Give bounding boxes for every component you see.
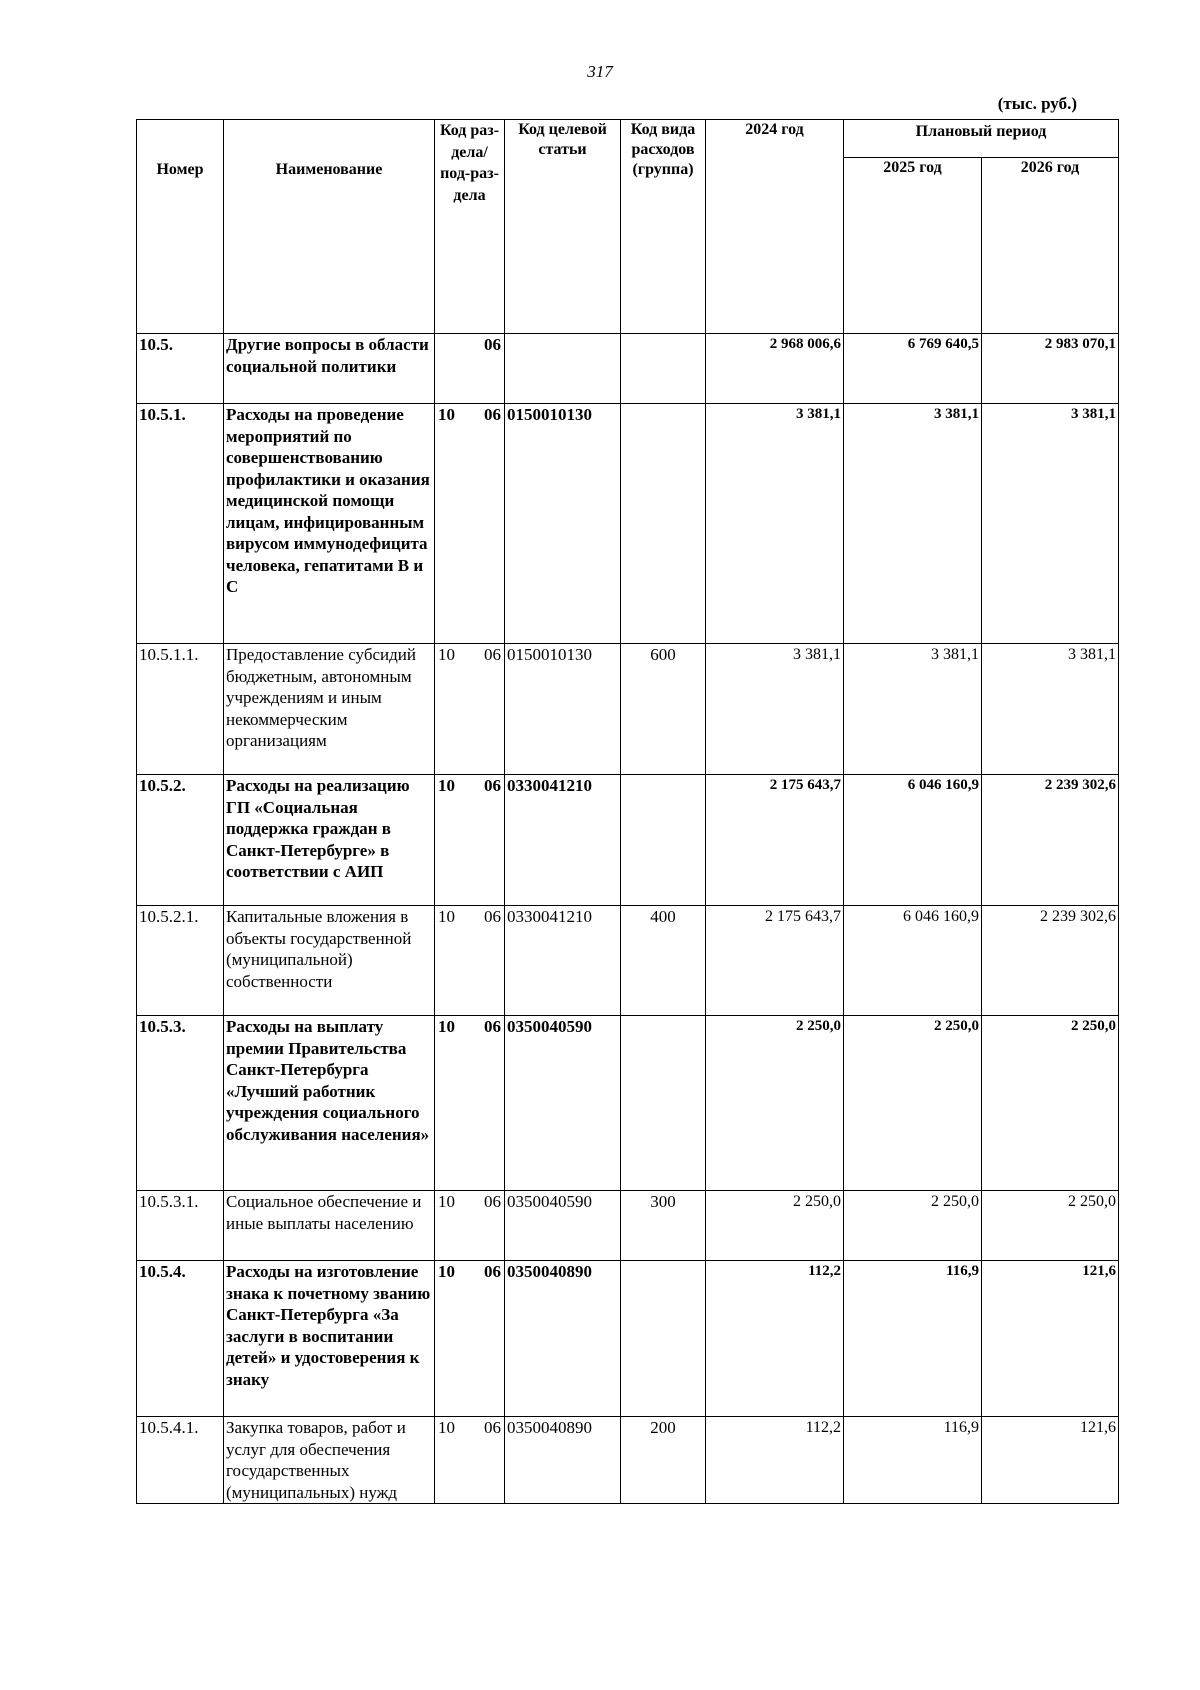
row-amount-2026: 2 250,0 bbox=[982, 1191, 1119, 1261]
units-label: (тыс. руб.) bbox=[997, 94, 1077, 113]
row-amount-2024: 2 175 643,7 bbox=[706, 775, 844, 906]
row-expense-type-code: 600 bbox=[621, 644, 706, 775]
section-code: 10 bbox=[438, 907, 455, 926]
budget-table bbox=[136, 119, 1119, 1504]
row-amount-2024: 2 250,0 bbox=[706, 1191, 844, 1261]
row-target-code bbox=[505, 334, 621, 404]
table-row bbox=[137, 775, 1119, 906]
row-amount-2025: 116,9 bbox=[844, 1417, 982, 1504]
row-expense-type-code: 300 bbox=[621, 1191, 706, 1261]
header-year-2025: 2025 год bbox=[844, 158, 982, 334]
row-target-code: 0350040590 bbox=[505, 1191, 621, 1261]
subsection-code: 06 bbox=[484, 645, 501, 664]
header-number: Номер bbox=[137, 120, 224, 334]
row-target-code: 0150010130 bbox=[505, 644, 621, 775]
row-number: 10.5.2. bbox=[137, 775, 224, 906]
row-target-code: 0350040890 bbox=[505, 1417, 621, 1504]
row-amount-2024: 2 968 006,6 bbox=[706, 334, 844, 404]
row-target-code: 0330041210 bbox=[505, 775, 621, 906]
row-amount-2025: 116,9 bbox=[844, 1261, 982, 1417]
row-amount-2026: 2 983 070,1 bbox=[982, 334, 1119, 404]
table-row bbox=[137, 906, 1119, 1016]
header-year-2026: 2026 год bbox=[982, 158, 1119, 334]
row-number: 10.5.3. bbox=[137, 1016, 224, 1191]
header-year-2024: 2024 год bbox=[706, 120, 844, 334]
row-expense-type-code: 400 bbox=[621, 906, 706, 1016]
page-number: 317 bbox=[587, 62, 613, 81]
table-row bbox=[137, 1261, 1119, 1417]
row-amount-2025: 3 381,1 bbox=[844, 644, 982, 775]
row-name: Другие вопросы в области социальной политики bbox=[224, 334, 435, 404]
table-row bbox=[137, 644, 1119, 775]
row-expense-type-code bbox=[621, 1261, 706, 1417]
header-planned-period: Плановый период bbox=[844, 120, 1119, 158]
row-number: 10.5.1.1. bbox=[137, 644, 224, 775]
row-amount-2026: 3 381,1 bbox=[982, 644, 1119, 775]
table-row bbox=[137, 404, 1119, 644]
subsection-code: 06 bbox=[484, 776, 501, 795]
section-code: 10 bbox=[438, 776, 455, 795]
row-amount-2026: 2 239 302,6 bbox=[982, 906, 1119, 1016]
table-row bbox=[137, 1016, 1119, 1191]
section-code: 10 bbox=[438, 405, 455, 424]
header-section-code: Код раз-дела/ под-раз-дела bbox=[435, 120, 505, 334]
row-name: Расходы на выплату премии Правительства Санкт-Петербурга «Лучший работник учреждения социального обслуживания населения» bbox=[224, 1016, 435, 1191]
row-expense-type-code bbox=[621, 775, 706, 906]
row-name: Закупка товаров, работ и услуг для обеспечения государственных (муниципальных) нужд bbox=[224, 1417, 435, 1504]
row-target-code: 0330041210 bbox=[505, 906, 621, 1016]
section-code: 10 bbox=[438, 1017, 455, 1036]
row-number: 10.5.4. bbox=[137, 1261, 224, 1417]
row-section-code bbox=[435, 334, 505, 404]
row-name: Социальное обеспечение и иные выплаты населению bbox=[224, 1191, 435, 1261]
row-amount-2024: 2 250,0 bbox=[706, 1016, 844, 1191]
section-code: 10 bbox=[438, 645, 455, 664]
row-amount-2025: 3 381,1 bbox=[844, 404, 982, 644]
subsection-code: 06 bbox=[484, 1418, 501, 1437]
table-row bbox=[137, 1191, 1119, 1261]
row-number: 10.5.1. bbox=[137, 404, 224, 644]
row-amount-2024: 112,2 bbox=[706, 1417, 844, 1504]
row-amount-2025: 2 250,0 bbox=[844, 1016, 982, 1191]
row-expense-type-code bbox=[621, 1016, 706, 1191]
row-target-code: 0150010130 bbox=[505, 404, 621, 644]
row-number: 10.5.4.1. bbox=[137, 1417, 224, 1504]
row-amount-2026: 121,6 bbox=[982, 1261, 1119, 1417]
subsection-code: 06 bbox=[484, 907, 501, 926]
row-name: Предоставление субсидий бюджетным, автономным учреждениям и иным некоммерческим организациям bbox=[224, 644, 435, 775]
row-name: Расходы на изготовление знака к почетному званию Санкт-Петербурга «За заслуги в воспитании детей» и удостоверения к знаку bbox=[224, 1261, 435, 1417]
row-expense-type-code bbox=[621, 334, 706, 404]
row-section-code bbox=[435, 1016, 505, 1191]
row-number: 10.5. bbox=[137, 334, 224, 404]
row-amount-2024: 112,2 bbox=[706, 1261, 844, 1417]
section-code: 10 bbox=[438, 1418, 455, 1437]
row-amount-2025: 6 046 160,9 bbox=[844, 906, 982, 1016]
row-amount-2024: 3 381,1 bbox=[706, 644, 844, 775]
row-amount-2026: 2 239 302,6 bbox=[982, 775, 1119, 906]
header-target-code: Код целевой статьи bbox=[505, 120, 621, 334]
header-expense-type-code: Код вида расходов (группа) bbox=[621, 120, 706, 334]
row-section-code bbox=[435, 1417, 505, 1504]
subsection-code: 06 bbox=[484, 1192, 501, 1211]
row-section-code bbox=[435, 404, 505, 644]
row-section-code bbox=[435, 1261, 505, 1417]
row-amount-2024: 3 381,1 bbox=[706, 404, 844, 644]
header-name: Наименование bbox=[224, 120, 435, 334]
row-number: 10.5.3.1. bbox=[137, 1191, 224, 1261]
row-section-code bbox=[435, 1191, 505, 1261]
subsection-code: 06 bbox=[484, 1017, 501, 1036]
row-name: Расходы на проведение мероприятий по совершенствованию профилактики и оказания медицинской помощи лицам, инфицированным вирусом иммунодефицита человека, гепатитами В и С bbox=[224, 404, 435, 644]
row-amount-2025: 6 769 640,5 bbox=[844, 334, 982, 404]
row-section-code bbox=[435, 906, 505, 1016]
subsection-code: 06 bbox=[484, 405, 501, 424]
section-code: 10 bbox=[438, 1262, 455, 1281]
row-target-code: 0350040890 bbox=[505, 1261, 621, 1417]
table-row bbox=[137, 1417, 1119, 1504]
row-name: Капитальные вложения в объекты государственной (муниципальной) собственности bbox=[224, 906, 435, 1016]
row-target-code: 0350040590 bbox=[505, 1016, 621, 1191]
row-amount-2025: 6 046 160,9 bbox=[844, 775, 982, 906]
row-expense-type-code: 200 bbox=[621, 1417, 706, 1504]
row-section-code bbox=[435, 644, 505, 775]
subsection-code: 06 bbox=[484, 1262, 501, 1281]
row-amount-2026: 3 381,1 bbox=[982, 404, 1119, 644]
subsection-code: 06 bbox=[484, 335, 501, 354]
row-name: Расходы на реализацию ГП «Социальная поддержка граждан в Санкт-Петербурге» в соответствии с АИП bbox=[224, 775, 435, 906]
row-amount-2025: 2 250,0 bbox=[844, 1191, 982, 1261]
row-amount-2026: 121,6 bbox=[982, 1417, 1119, 1504]
row-amount-2026: 2 250,0 bbox=[982, 1016, 1119, 1191]
row-amount-2024: 2 175 643,7 bbox=[706, 906, 844, 1016]
section-code: 10 bbox=[438, 1192, 455, 1211]
table-row bbox=[137, 334, 1119, 404]
row-expense-type-code bbox=[621, 404, 706, 644]
table-body bbox=[137, 334, 1119, 1504]
row-section-code bbox=[435, 775, 505, 906]
row-number: 10.5.2.1. bbox=[137, 906, 224, 1016]
